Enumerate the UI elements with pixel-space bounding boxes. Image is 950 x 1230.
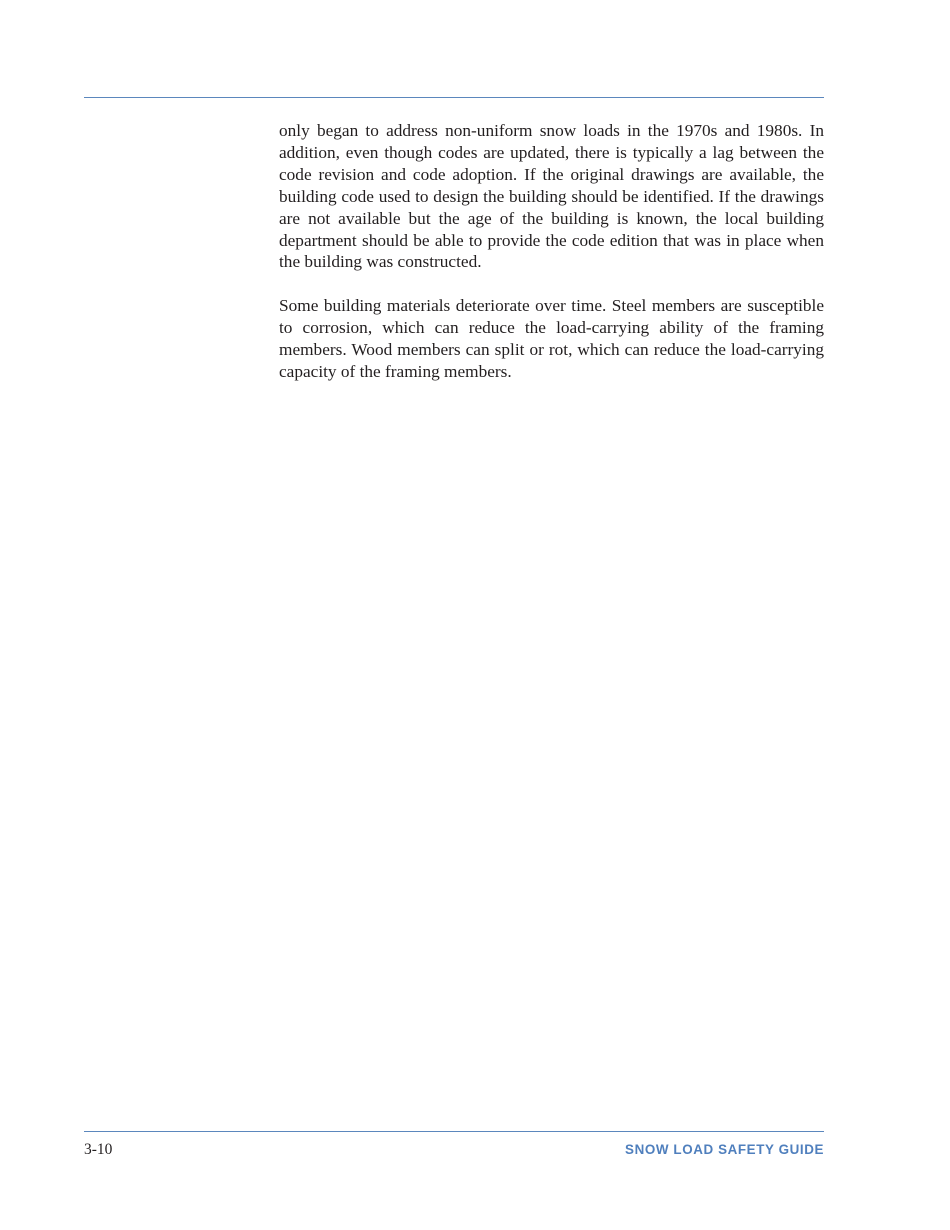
paragraph: only began to address non-uniform snow loads in the 1970s and 1980s. In addition, even though codes are updated, there is typically a lag between the code revision and code adoption. If the original drawings are available, the building code used to design the building should be identified. If the drawings are not available but the age of the building is known, the local building department should be able to provide the code edition that was in place when the building was constructed. (279, 121, 824, 272)
running-title: SNOW LOAD SAFETY GUIDE (625, 1142, 824, 1157)
header-rule (84, 97, 824, 98)
body-text (279, 120, 824, 405)
page-number: 3-10 (84, 1141, 113, 1158)
footer-rule (84, 1131, 824, 1132)
paragraph: Some building materials deteriorate over time. Steel members are susceptible to corrosion, which can reduce the load-carrying ability of the framing members. Wood members can split or rot, which can reduce the load-carrying capacity of the framing members. (279, 296, 824, 382)
